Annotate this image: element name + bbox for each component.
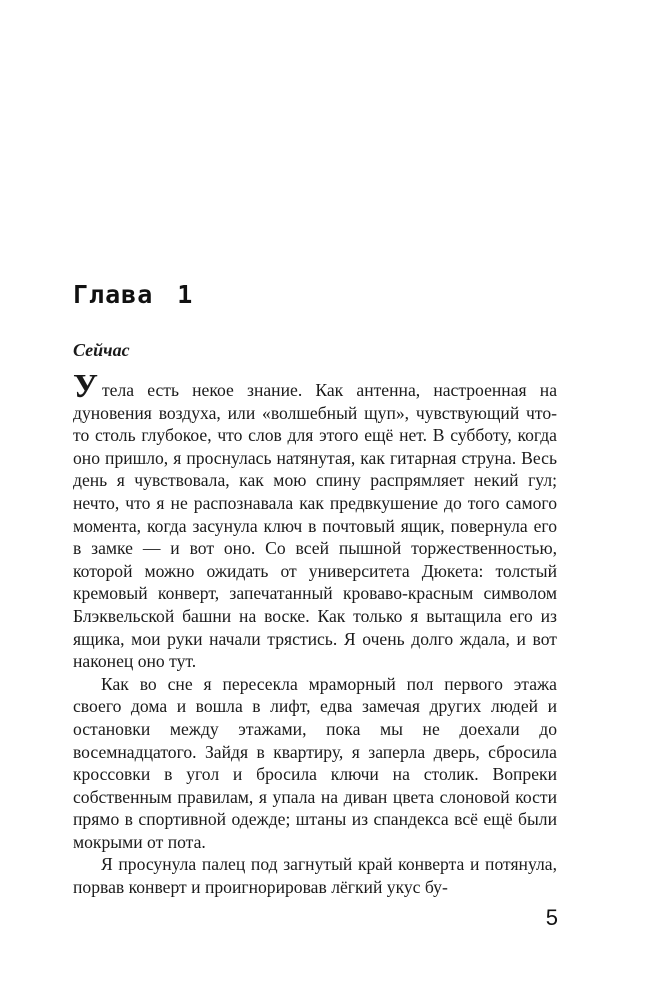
drop-cap: У (73, 368, 98, 405)
paragraph-1-text: тела есть некое знание. Как антенна, настроенная на дуновения воздуха, или «волшебный щуп», чувствующий что-то столь глубокое, что слов для этого ещё нет. В субботу, когда оно пришло, я проснулась натянутая, как гитарная струна. Весь день я чувствовала, как мою спину распрямляет некий гул; нечто, что я не распознавала как предвкушение до того самого момента, когда засунула ключ в почтовый ящик, повернула его в замке — и вот оно. Со всей пышной торжественностью, которой можно ожидать от университета Дюкета: толстый кремовый конверт, запечатанный кроваво-красным символом Блэквельской башни на воске. Как только я вытащила его из ящика, мои руки начали трястись. Я очень долго ждала, и вот наконец оно тут. (73, 380, 557, 672)
body-text (73, 368, 557, 899)
paragraph-2: Как во сне я пересекла мраморный пол первого этажа своего дома и вошла в лифт, едва замечая других людей и остановки между этажами, пока мы не доехали до восемнадцатого. Зайдя в квартиру, я заперла дверь, сбросила кроссовки в угол и бросила ключи на столик. Вопреки собственным правилам, я упала на диван цвета слоновой кости прямо в спортивной одежде; штаны из спандекса всё ещё были мокрыми от пота. (73, 673, 557, 852)
chapter-title: Глава 1 (73, 280, 194, 309)
paragraph-1 (73, 368, 557, 673)
section-label: Сейчас (73, 340, 130, 360)
page-number: 5 (545, 905, 558, 930)
paragraph-3: Я просунула палец под загнутый край конверта и потянула, порвав конверт и проигнорировав лёгкий укус бу- (73, 854, 557, 898)
